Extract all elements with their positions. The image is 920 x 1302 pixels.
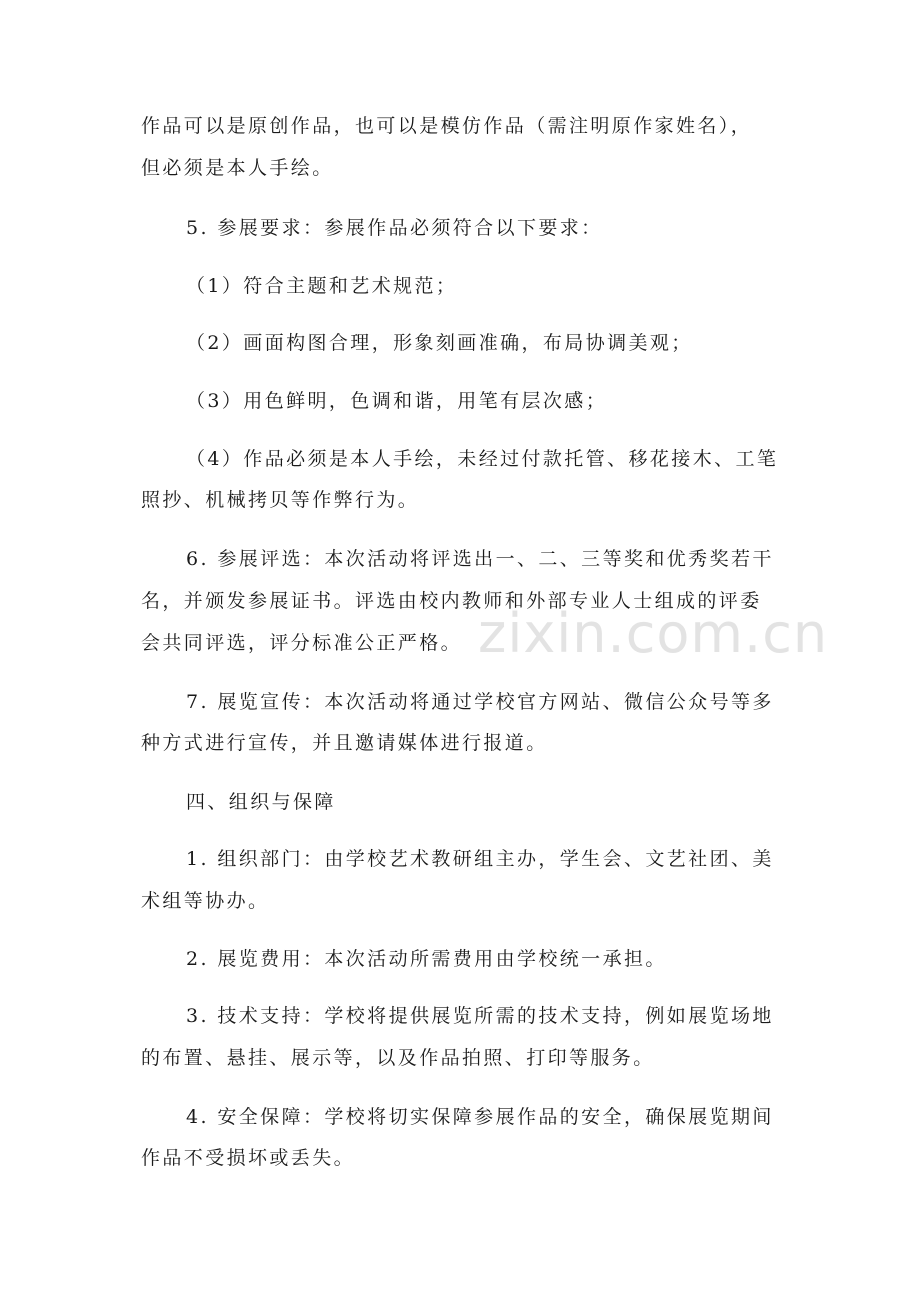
text-line: 4. 安全保障：学校将切实保障参展作品的安全，确保展览期间 <box>186 1106 774 1128</box>
text-line: 7. 展览宣传：本次活动将通过学校官方网站、微信公众号等多 <box>186 691 774 713</box>
text-line: （4）作品必须是本人手绘，未经过付款托管、移花接木、工笔 <box>186 448 779 470</box>
text-line: 5. 参展要求：参展作品必须符合以下要求： <box>186 217 603 239</box>
text-line: 3. 技术支持：学校将提供展览所需的技术支持，例如展览场地 <box>186 1005 774 1027</box>
text-line: 术组等协办。 <box>141 890 270 912</box>
text-line: （1）符合主题和艺术规范； <box>186 275 458 297</box>
text-line: 作品不受损坏或丢失。 <box>141 1147 356 1169</box>
text-line: 照抄、机械拷贝等作弊行为。 <box>141 489 420 511</box>
text-line: 但必须是本人手绘。 <box>141 157 334 179</box>
text-line: （3）用色鲜明，色调和谐，用笔有层次感； <box>186 390 608 412</box>
text-line: 名，并颁发参展证书。评选由校内教师和外部专业人士组成的评委 <box>141 590 762 612</box>
text-line: 种方式进行宣传，并且邀请媒体进行报道。 <box>141 732 548 754</box>
text-line: 作品可以是原创作品，也可以是模仿作品（需注明原作家姓名）， <box>141 115 753 137</box>
text-line: 会共同评选，评分标准公正严格。 <box>141 632 463 654</box>
watermark: zixin.com.cn <box>478 602 829 665</box>
text-line: 6. 参展评选：本次活动将评选出一、二、三等奖和优秀奖若干 <box>186 548 774 570</box>
text-line: （2）画面构图合理，形象刻画准确，布局协调美观； <box>186 332 693 354</box>
text-line: 的布置、悬挂、展示等，以及作品拍照、打印等服务。 <box>141 1047 655 1069</box>
section-heading: 四、组织与保障 <box>186 791 336 813</box>
text-line: 1. 组织部门：由学校艺术教研组主办，学生会、文艺社团、美 <box>186 848 774 870</box>
text-line: 2. 展览费用：本次活动所需费用由学校统一承担。 <box>186 948 667 970</box>
